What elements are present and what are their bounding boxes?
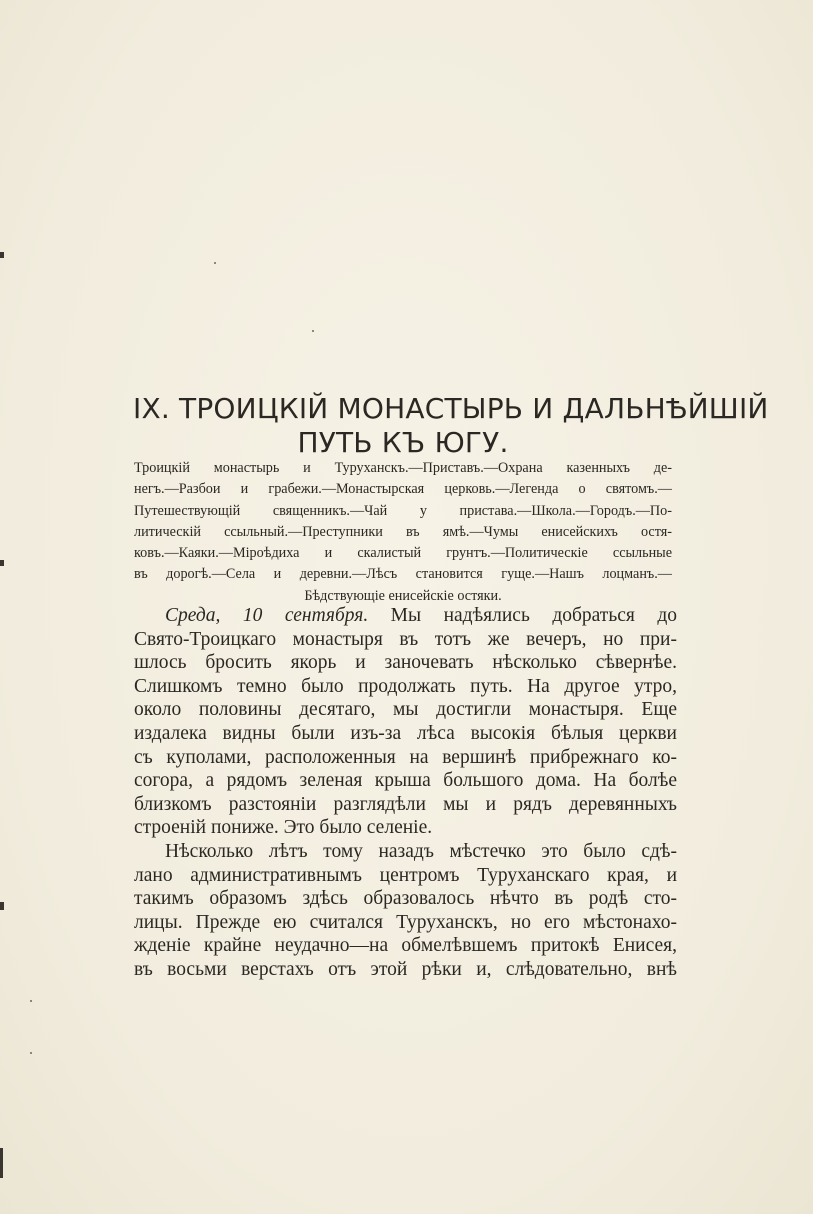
paragraph-line: строеній пониже. Это было селеніе. xyxy=(134,817,433,839)
chapter-title xyxy=(133,392,769,460)
chapter-title-line: IX. ТРОИЦКІЙ МОНАСТЫРЬ И ДАЛЬНѢЙШІЙ xyxy=(133,392,769,425)
chapter-summary xyxy=(134,458,672,607)
paragraph-line: около половины десятаго, мы достигли монастыря. Еще xyxy=(134,699,677,721)
summary-line: ковъ.—Каяки.—Міроѣдиха и скалистый грунтъ.—Политическіе ссыльные xyxy=(134,545,672,562)
margin-mark xyxy=(0,560,4,566)
scan-speck xyxy=(214,262,216,264)
scan-speck xyxy=(312,330,314,332)
chapter-title-line: ПУТЬ КЪ ЮГУ. xyxy=(297,426,509,459)
paragraph-line: издалека видны были изъ-за лѣса высокія бѣлыя церкви xyxy=(134,722,677,744)
paragraph-line: шлось бросить якорь и заночевать нѣсколько сѣвернѣе. xyxy=(134,652,677,674)
paragraph-line: Свято-Троицкаго монастыря въ тотъ же вечеръ, но при- xyxy=(134,628,677,650)
paragraph-line: Слишкомъ темно было продолжать путь. На другое утро, xyxy=(134,675,677,697)
scan-speck xyxy=(30,1052,32,1054)
paragraph-line: жденіе крайне неудачно—на обмелѣвшемъ притокѣ Енисея, xyxy=(134,935,677,957)
summary-line: въ дорогѣ.—Села и деревни.—Лѣсъ становится гуще.—Нашъ лоцманъ.— xyxy=(134,566,672,583)
paragraph-line: близкомъ разстояніи разглядѣли мы и рядъ деревянныхъ xyxy=(134,793,677,815)
paragraph-line: Нѣсколько лѣтъ тому назадъ мѣстечко это было сдѣ- xyxy=(165,840,677,862)
summary-line: Путешествующій священникъ.—Чай у пристава.—Школа.—Городъ.—По- xyxy=(134,502,672,519)
paragraph-text: Мы надѣялись добраться до xyxy=(368,605,677,626)
margin-mark xyxy=(0,902,4,910)
paragraph-line: согора, а рядомъ зеленая крыша большого дома. На болѣе xyxy=(134,770,677,792)
summary-line: Бѣдствующіе енисейскіе остяки. xyxy=(304,587,502,604)
margin-mark xyxy=(0,1148,3,1178)
summary-line: Троицкій монастырь и Туруханскъ.—Приставъ.—Охрана казенныхъ де- xyxy=(134,460,672,476)
paragraph-line: съ куполами, расположенныя на вершинѣ прибрежнаго ко- xyxy=(134,746,677,768)
diary-date: Среда, 10 сентября. xyxy=(165,605,369,626)
summary-line: литическій ссыльный.—Преступники въ ямѣ.—Чумы енисейскихъ остя- xyxy=(134,523,672,540)
body-text xyxy=(134,604,677,982)
paragraph-line: такимъ образомъ здѣсь образовалось нѣчто въ родѣ сто- xyxy=(134,888,677,910)
summary-line: негъ.—Разбои и грабежи.—Монастырская церковь.—Легенда о святомъ.— xyxy=(134,481,672,498)
scan-speck xyxy=(30,1000,32,1002)
paragraph-line: лано административнымъ центромъ Туруханскаго края, и xyxy=(134,864,677,886)
paragraph-line: въ восьми верстахъ отъ этой рѣки и, слѣдовательно, внѣ xyxy=(134,958,677,980)
margin-mark xyxy=(0,252,4,258)
paragraph-line xyxy=(134,604,677,628)
paragraph-line: лицы. Прежде ею считался Туруханскъ, но его мѣстонахо- xyxy=(134,911,677,933)
